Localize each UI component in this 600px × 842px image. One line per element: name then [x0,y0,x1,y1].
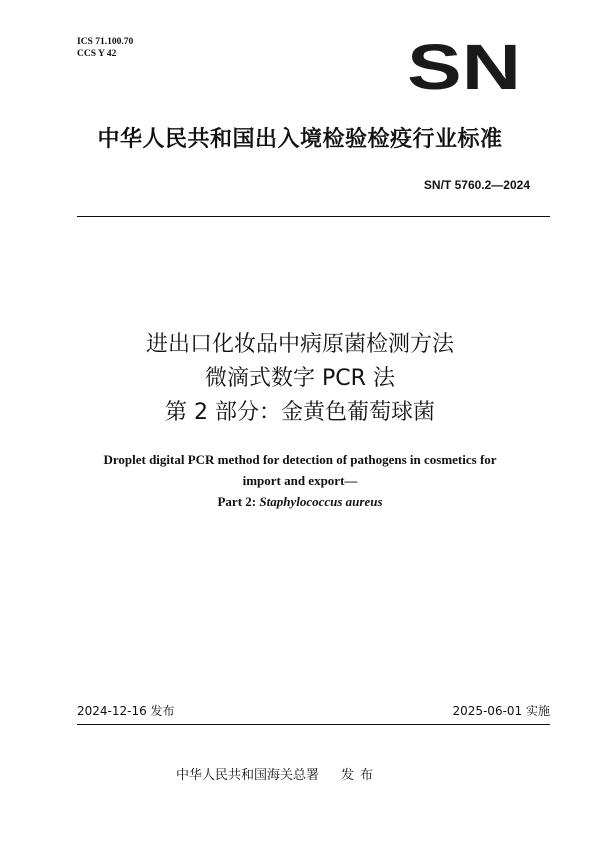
english-title-line-3 [0,491,600,512]
bottom-divider [77,724,550,725]
english-title-line-2: import and export— [242,473,358,488]
english-title [0,449,600,512]
implementation-date: 2025-06-01 实施 [452,704,550,718]
top-divider [77,216,550,217]
ccs-code: CCS Y 42 [77,49,117,59]
standard-number: SN/T 5760.2—2024 [423,178,530,192]
issuer-line [176,764,379,783]
english-title-part-label: Part 2: [217,494,260,509]
chinese-title-line-3: 第 2 部分：金黄色葡萄球菌 [165,400,435,425]
ics-code: ICS 71.100.70 [77,37,134,47]
sn-logo [405,42,523,92]
english-title-line-1: Droplet digital PCR method for detection of pathogens in cosmetics for [103,452,497,467]
sn-logo-text: SN [407,42,521,92]
classification-codes [77,36,133,60]
issuer-name: 中华人民共和国海关总署 [176,768,320,783]
chinese-title [0,328,600,430]
issuer-verb: 发布 [341,768,380,783]
english-title-organism: Staphylococcus aureus [259,494,383,509]
issuing-authority-title: 中华人民共和国出入境检验检疫行业标准 [97,127,503,152]
chinese-title-line-2: 微滴式数字 PCR 法 [205,366,395,391]
chinese-title-line-1: 进出口化妆品中病原菌检测方法 [145,332,454,357]
release-date: 2024-12-16 发布 [77,704,175,718]
